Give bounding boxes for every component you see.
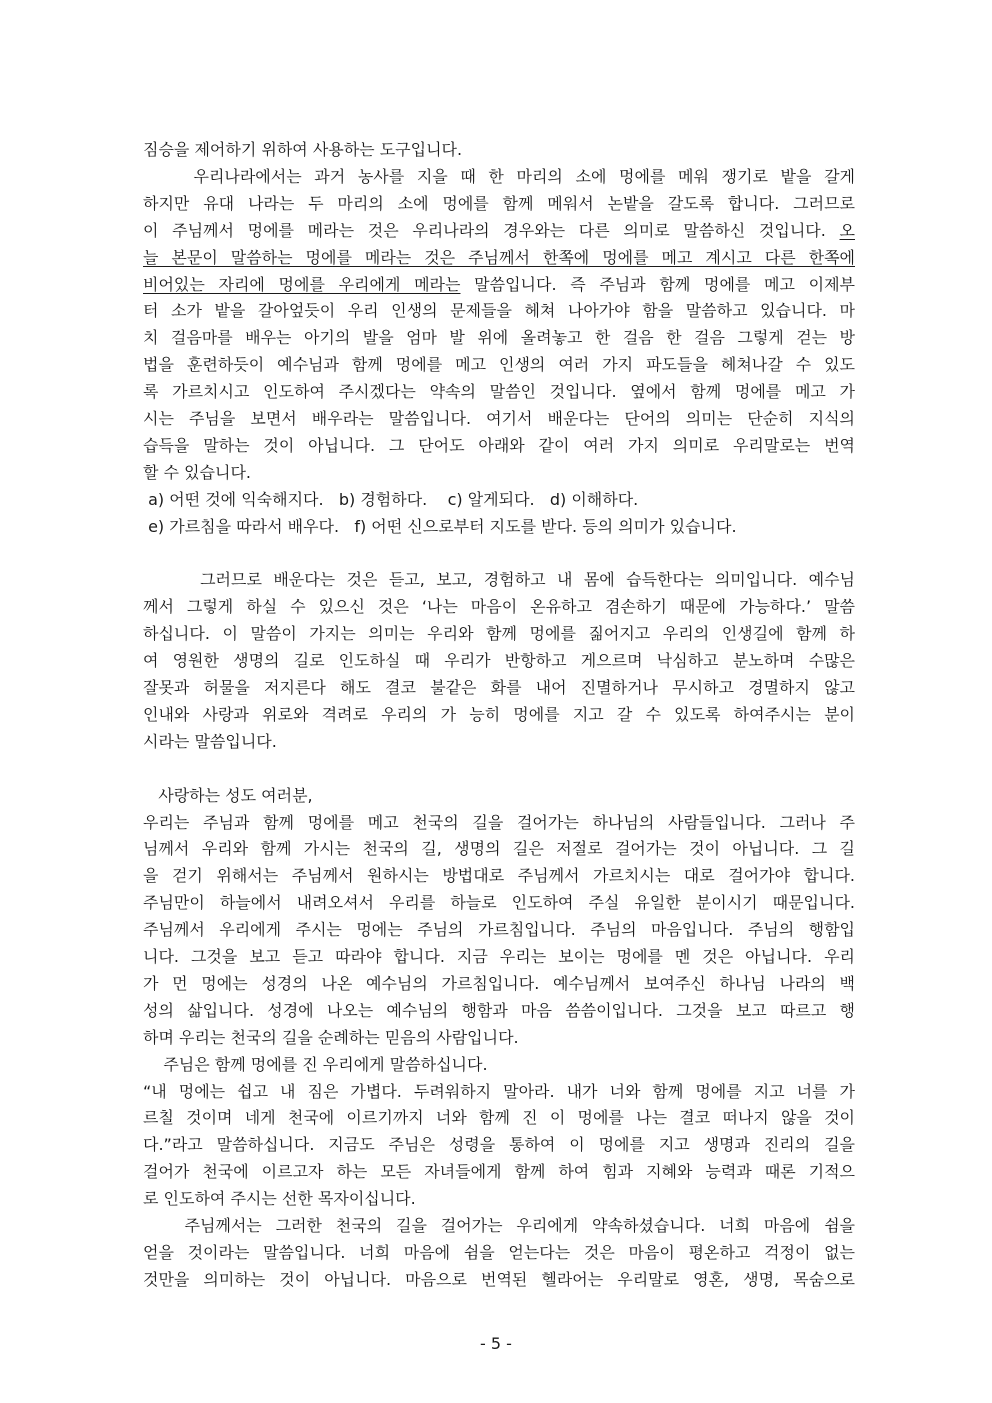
text-line xyxy=(143,1135,855,1157)
line-text: 주님께서는 그러한 천국의 길을 걸어가는 우리에게 약속하셨습니다. 너희 마음에 쉼을 xyxy=(143,1216,855,1235)
text-line xyxy=(143,301,855,323)
line-text: 우리나라에서는 과거 농사를 지을 때 한 마리의 소에 멍에를 메워 쟁기로 밭을 갈게 xyxy=(143,166,855,186)
text-line xyxy=(143,759,855,781)
page-number: - 5 - xyxy=(480,1334,512,1353)
line-text: e) 가르침을 따라서 배우다. f) 어떤 신으로부터 지도를 받다. 등의 의미가 있습니다. xyxy=(143,516,737,536)
text-line xyxy=(143,544,855,566)
line-text: 짐승을 제어하기 위하여 사용하는 도구입니다. xyxy=(143,140,463,159)
text-line xyxy=(143,517,855,539)
line-text: 것만을 의미하는 것이 아닙니다. 마음으로 번역된 헬라어는 우리말로 영혼, 생명, 목숨으로 xyxy=(143,1269,855,1289)
line-text: 성의 삶입니다. 성경에 나오는 예수님의 행함과 마음 씀씀이입니다. 그것을 보고 따르고 행 xyxy=(143,1000,855,1020)
line-text: 치 걸음마를 배우는 아기의 발을 엄마 발 위에 올려놓고 한 걸음 한 걸음 그렇게 걷는 방 xyxy=(143,328,855,348)
text-line xyxy=(143,1028,855,1050)
text-line xyxy=(143,1055,855,1077)
line-text: 시라는 말씀입니다. xyxy=(143,731,277,751)
line-text: 로 인도하여 주시는 선한 목자이십니다. xyxy=(143,1189,416,1209)
text-line xyxy=(143,813,855,835)
text-line xyxy=(143,167,855,189)
line-text: 주님께서 우리에게 주시는 멍에는 주님의 가르침입니다. 주님의 마음입니다. 주님의 행함입 xyxy=(143,920,855,940)
text-line xyxy=(143,732,855,754)
line-text: 이 주님께서 멍에를 메라는 것은 우리나라의 경우와는 다른 의미로 말씀하신 것입니다. xyxy=(143,220,840,240)
text-line xyxy=(143,893,855,915)
text-line xyxy=(143,221,855,243)
text-line xyxy=(143,382,855,404)
line-text: 그러므로 배운다는 것은 듣고, 보고, 경험하고 내 몸에 습득한다는 의미입니다. 예수님 xyxy=(143,570,855,590)
text-line xyxy=(143,409,855,431)
line-text: 을 걷기 위해서는 주님께서 원하시는 방법대로 주님께서 가르치시는 대로 걸어가야 합니다. xyxy=(143,866,855,886)
line-text: 할 수 있습니다. xyxy=(143,462,251,482)
line-text: 가 먼 멍에는 성경의 나온 예수님의 가르침입니다. 예수님께서 보여주신 하나님 나라의 백 xyxy=(143,973,855,993)
line-text: 습득을 말하는 것이 아닙니다. 그 단어도 아래와 같이 여러 가지 의미로 우리말로는 번역 xyxy=(143,435,855,455)
text-line xyxy=(143,786,855,808)
text-line xyxy=(143,1189,855,1211)
line-text: 시는 주님을 보면서 배우라는 말씀입니다. 여기서 배운다는 단어의 의미는 단순히 지식의 xyxy=(143,409,855,428)
text-line xyxy=(143,1001,855,1023)
line-text: 우리는 주님과 함께 멍에를 메고 천국의 길을 걸어가는 하나님의 사람들입니다. 그러나 주 xyxy=(143,812,855,832)
text-line xyxy=(143,328,855,350)
line-text: 잘못과 허물을 저지른다 해도 결코 불같은 화를 내어 진멸하거나 무시하고 경멸하지 않고 xyxy=(143,678,855,697)
text-line xyxy=(143,140,855,162)
text-line xyxy=(143,248,855,270)
text-line xyxy=(143,275,855,297)
line-text: 하지만 유대 나라는 두 마리의 소에 멍에를 함께 메워서 논밭을 갈도록 합니다. 그러므로 xyxy=(143,193,855,213)
text-line xyxy=(143,920,855,942)
text-line xyxy=(143,194,855,216)
text-line xyxy=(143,1243,855,1265)
line-text: 얻을 것이라는 말씀입니다. 너희 마음에 쉼을 얻는다는 것은 마음이 평온하고 걱정이 없는 xyxy=(143,1242,855,1262)
text-line xyxy=(143,705,855,727)
text-line xyxy=(143,839,855,861)
text-line xyxy=(143,1216,855,1238)
underlined-text: 늘 본문이 말씀하는 멍에를 메라는 것은 주님께서 한쪽에 멍에를 메고 계시고 다른 한쪽에 xyxy=(143,247,855,267)
line-text: 터 소가 밭을 갈아엎듯이 우리 인생의 문제들을 헤쳐 나아가야 함을 말씀하고 있습니다. 마 xyxy=(143,301,855,321)
line-text: 법을 훈련하듯이 예수님과 함께 멍에를 메고 인생의 여러 가지 파도들을 헤쳐나갈 수 있도 xyxy=(143,355,855,375)
line-text: 인내와 사랑과 위로와 격려로 우리의 가 능히 멍에를 지고 갈 수 있도록 하여주시는 분이 xyxy=(143,704,855,724)
line-text: 주님만이 하늘에서 내려오셔서 우리를 하늘로 인도하여 주실 유일한 분이시기 때문입니다. xyxy=(143,893,855,913)
line-text: 사랑하는 성도 여러분, xyxy=(143,785,313,805)
text-line xyxy=(143,678,855,700)
text-line xyxy=(143,651,855,673)
line-text: “내 멍에는 쉽고 내 짐은 가볍다. 두려워하지 말아라. 내가 너와 함께 멍에를 지고 너를 가 xyxy=(143,1081,855,1101)
line-text: 주님은 함께 멍에를 진 우리에게 말씀하십니다. xyxy=(143,1054,488,1074)
text-line xyxy=(143,355,855,377)
underlined-text: 오 xyxy=(839,220,855,240)
text-line xyxy=(143,490,855,512)
line-text: 하며 우리는 천국의 길을 순례하는 믿음의 사람입니다. xyxy=(143,1027,519,1047)
line-text: 여 영원한 생명의 길로 인도하실 때 우리가 반항하고 게으르며 낙심하고 분노하며 수많은 xyxy=(143,651,855,671)
line-text: 다.”라고 말씀하십니다. 지금도 주님은 성령을 통하여 이 멍에를 지고 생명과 진리의 길을 xyxy=(143,1135,855,1155)
line-text: 걸어가 천국에 이르고자 하는 모든 자녀들에게 함께 하여 힘과 지혜와 능력과 때론 기적으 xyxy=(143,1162,855,1182)
text-line xyxy=(143,436,855,458)
text-line xyxy=(143,463,855,485)
text-line xyxy=(143,1270,855,1292)
text-line xyxy=(143,597,855,619)
line-text: 록 가르치시고 인도하여 주시겠다는 약속의 말씀인 것입니다. 옆에서 함께 멍에를 메고 가 xyxy=(143,382,855,402)
text-line xyxy=(143,1108,855,1130)
line-text: 니다. 그것을 보고 듣고 따라야 합니다. 지금 우리는 보이는 멍에를 멘 것은 아닙니다. 우리 xyxy=(143,947,855,966)
line-text: 르칠 것이며 네게 천국에 이르기까지 너와 함께 진 이 멍에를 나는 결코 떠나지 않을 것이 xyxy=(143,1108,855,1128)
text-line xyxy=(143,866,855,888)
text-line xyxy=(143,974,855,996)
line-text: a) 어떤 것에 익숙해지다. b) 경험하다. c) 알게되다. d) 이해하다. xyxy=(143,489,639,509)
line-text: 께서 그렇게 하실 수 있으신 것은 ‘나는 마음이 온유하고 겸손하기 때문에 가능하다.’ 말씀 xyxy=(143,597,855,617)
text-line xyxy=(143,1082,855,1104)
text-line xyxy=(143,1162,855,1184)
line-text: 말씀입니다. 즉 주님과 함께 멍에를 메고 이제부 xyxy=(460,274,855,294)
line-text: 하십니다. 이 말씀이 가지는 의미는 우리와 함께 멍에를 짊어지고 우리의 인생길에 함께 하 xyxy=(143,624,855,644)
text-line xyxy=(143,570,855,592)
text-line xyxy=(143,624,855,646)
line-text: 님께서 우리와 함께 가시는 천국의 길, 생명의 길은 저절로 걸어가는 것이 아닙니다. 그 길 xyxy=(143,839,855,859)
text-line xyxy=(143,947,855,969)
underlined-text: 비어있는 자리에 멍에를 우리에게 메라는 xyxy=(143,274,461,294)
